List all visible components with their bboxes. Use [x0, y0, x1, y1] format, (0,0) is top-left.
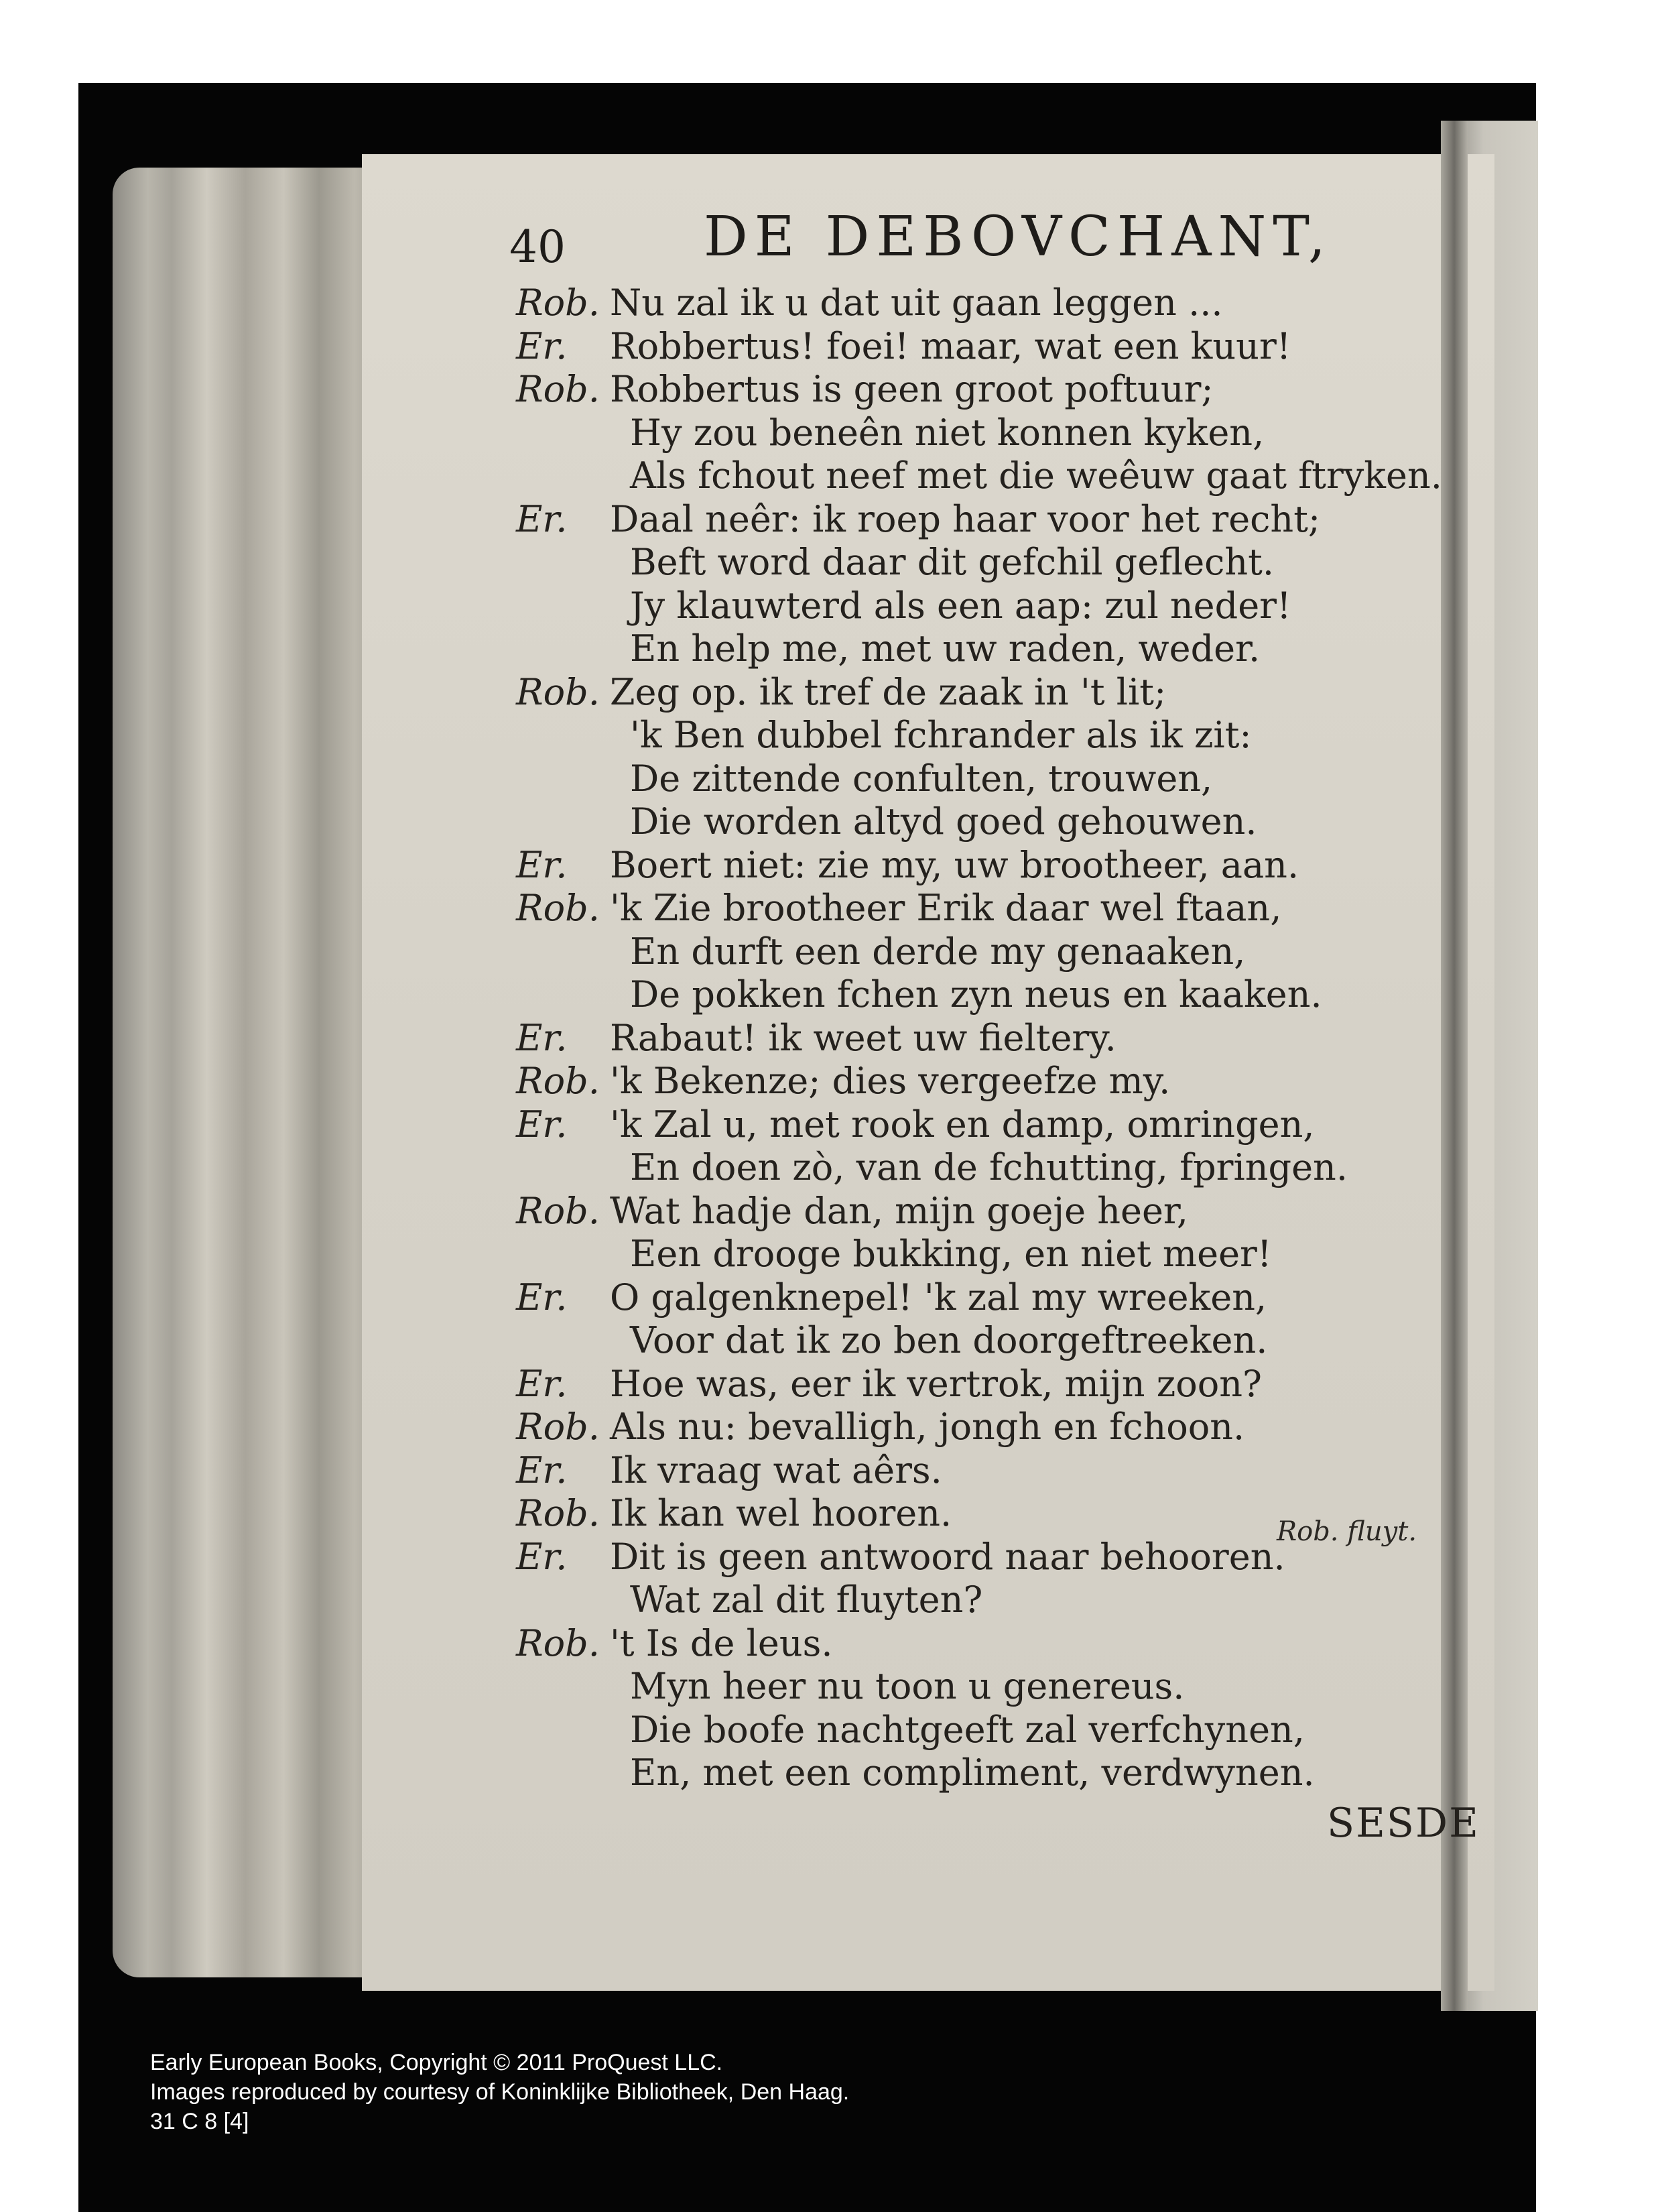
verse-text: 'k Bekenze; dies vergeefze my. [610, 1060, 1171, 1102]
verse-line [509, 887, 1448, 930]
verse-line [509, 757, 1448, 801]
verse-line [509, 368, 1448, 412]
verse-text: Wat zal dit fluyten? [630, 1579, 983, 1621]
verse-line [509, 800, 1448, 844]
speaker-label: Er. [516, 1016, 568, 1059]
speaker-label: Er. [516, 1362, 568, 1405]
verse-text: De pokken fchen zyn neus en kaaken. [630, 973, 1322, 1016]
verse-line [509, 671, 1448, 715]
play-text [509, 282, 1448, 1795]
speaker-label: Rob. [516, 1189, 600, 1232]
verse-line [509, 1103, 1448, 1147]
verse-line [509, 714, 1448, 757]
verse-text: En, met een compliment, verdwynen. [630, 1752, 1315, 1794]
verse-text: Nu zal ik u dat uit gaan leggen ... [610, 282, 1223, 324]
verse-text: Daal neêr: ik roep haar voor het recht; [610, 497, 1321, 540]
verse-text: Hoe was, eer ik vertrok, mijn zoon? [610, 1362, 1262, 1405]
credit-line-copyright: Early European Books, Copyright © 2011 ProQuest LLC. [150, 2050, 723, 2075]
verse-text: Als nu: bevalligh, jongh en fchoon. [610, 1406, 1245, 1448]
verse-text: Die boofe nachtgeeft zal verfchynen, [630, 1708, 1305, 1751]
speaker-label: Rob. [516, 887, 600, 929]
verse-text: Hy zou beneên niet konnen kyken, [630, 411, 1265, 454]
verse-text: Ik kan wel hooren. [610, 1492, 952, 1534]
verse-line [509, 1233, 1448, 1276]
verse-line [509, 454, 1448, 498]
verse-text: 'k Zal u, met rook en damp, omringen, [610, 1103, 1315, 1146]
verse-text: 't Is de leus. [610, 1621, 833, 1664]
verse-text: Zeg op. ik tref de zaak in 't lit; [610, 670, 1167, 713]
speaker-label: Rob. [516, 282, 600, 324]
verse-line [509, 1406, 1448, 1449]
verse-text: De zittende confulten, trouwen, [630, 757, 1213, 800]
speaker-label: Rob. [516, 1492, 600, 1534]
verse-text: Boert niet: zie my, uw brootheer, aan. [610, 843, 1299, 886]
verse-line [509, 1709, 1448, 1752]
verse-line [509, 1017, 1448, 1060]
verse-text: Jy klauwterd als een aap: zul neder! [630, 584, 1291, 627]
verse-text: Dit is geen antwoord naar behooren. [610, 1535, 1285, 1578]
verse-line [509, 1146, 1448, 1190]
verse-text: Wat hadje dan, mijn goeje heer, [610, 1189, 1188, 1232]
verse-line [509, 325, 1448, 369]
verse-line [509, 627, 1448, 671]
verse-text: En help me, met uw raden, weder. [630, 627, 1261, 670]
speaker-label: Rob. [516, 1060, 600, 1102]
verse-line [509, 1319, 1448, 1363]
speaker-label: Rob. [516, 1621, 600, 1664]
verse-text: Als fchout neef met die weêuw gaat ftryken. [630, 454, 1442, 497]
verse-text: 'k Zie brootheer Erik daar wel ftaan, [610, 887, 1282, 929]
verse-text: Robbertus is geen groot poftuur; [610, 368, 1214, 410]
verse-text: Een drooge bukking, en niet meer! [630, 1233, 1272, 1275]
credit-line-shelfmark: 31 C 8 [4] [150, 2109, 249, 2134]
speaker-label: Er. [516, 1103, 568, 1146]
speaker-label: Rob. [516, 670, 600, 713]
verse-line [509, 498, 1448, 542]
verse-text: Robbertus! foei! maar, wat een kuur! [610, 324, 1291, 367]
verse-line [509, 1622, 1448, 1666]
credit-line-courtesy: Images reproduced by courtesy of Koninklijke Bibliotheek, Den Haag. [150, 2079, 850, 2105]
stage-direction: Rob. fluyt. [1277, 1516, 1417, 1547]
verse-line [509, 1579, 1448, 1622]
verse-text: En doen zò, van de fchutting, fpringen. [630, 1146, 1348, 1188]
verse-line [509, 844, 1448, 887]
verse-line [509, 412, 1448, 455]
speaker-label: Rob. [516, 1406, 600, 1448]
verse-line [509, 973, 1448, 1017]
verse-line [509, 282, 1448, 325]
page-header [509, 201, 1448, 275]
verse-text: Rabaut! ik weet uw fieltery. [610, 1016, 1116, 1059]
verse-text: Ik vraag wat aêrs. [610, 1449, 942, 1491]
speaker-label: Er. [516, 1276, 568, 1318]
speaker-label: Er. [516, 1535, 568, 1578]
running-title: DE DEBOVCHANT, [704, 205, 1332, 269]
catchword: SESDE [1327, 1800, 1480, 1847]
verse-line [509, 1449, 1448, 1493]
verse-line [509, 585, 1448, 628]
speaker-label: Rob. [516, 368, 600, 410]
speaker-label: Er. [516, 497, 568, 540]
verse-line [509, 1060, 1448, 1103]
verse-line [509, 1752, 1448, 1795]
verse-line [509, 930, 1448, 974]
verse-line [509, 1276, 1448, 1320]
speaker-label: Er. [516, 843, 568, 886]
verse-line [509, 1363, 1448, 1406]
verse-line [509, 541, 1448, 585]
verse-text: Myn heer nu toon u genereus. [630, 1665, 1185, 1707]
verse-text: 'k Ben dubbel fchrander als ik zit: [630, 714, 1252, 756]
verse-text: O galgenknepel! 'k zal my wreeken, [610, 1276, 1267, 1318]
speaker-label: Er. [516, 1449, 568, 1491]
speaker-label: Er. [516, 324, 568, 367]
verse-line [509, 1665, 1448, 1709]
verse-text: En durft een derde my genaaken, [630, 930, 1246, 973]
verse-text: Beft word daar dit gefchil geflecht. [630, 541, 1275, 583]
verse-text: Die worden altyd goed gehouwen. [630, 800, 1257, 843]
copyright-credit [150, 2048, 849, 2136]
verse-text: Voor dat ik zo ben doorgeftreeken. [630, 1319, 1268, 1361]
verse-line [509, 1190, 1448, 1233]
page-number: 40 [509, 221, 566, 273]
